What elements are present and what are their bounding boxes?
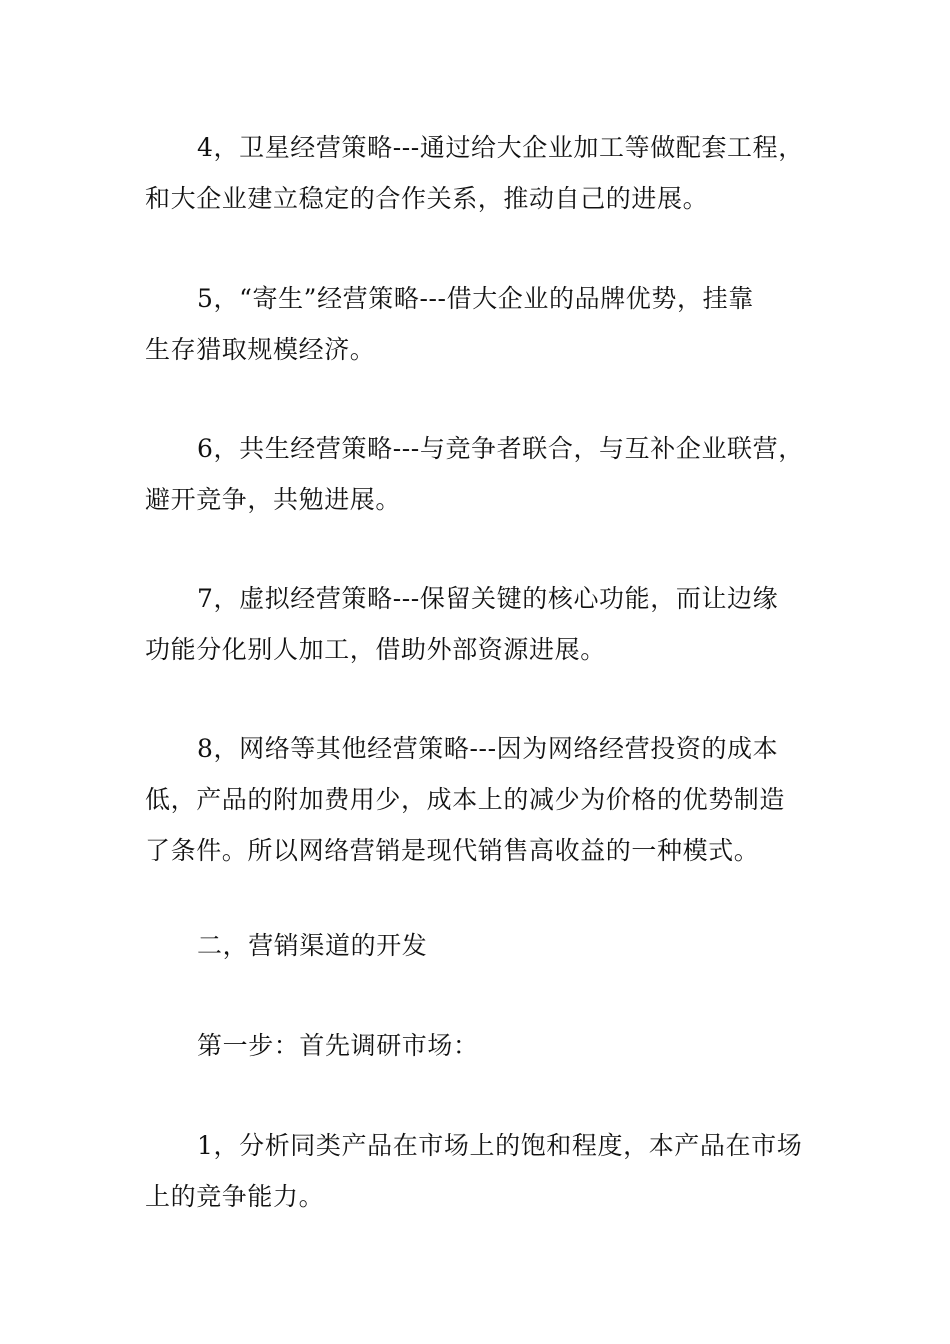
text-line: 6，共生经营策略---与竞争者联合，与互补企业联营， (197, 434, 804, 463)
paragraph-satellite-strategy (145, 122, 815, 224)
text-line: 功能分化别人加工，借助外部资源进展。 (145, 635, 606, 664)
text-line: 7，虚拟经营策略---保留关键的核心功能，而让边缘 (197, 584, 779, 613)
text-line: 低，产品的附加费用少，成本上的减少为价格的优势制造 (145, 785, 786, 814)
text-line: 4，卫星经营策略---通过给大企业加工等做配套工程， (197, 133, 804, 162)
text-line: 第一步：首先调研市场： (197, 1031, 479, 1060)
text-line: 1，分析同类产品在市场上的饱和程度，本产品在市场 (197, 1131, 803, 1160)
text-line: 和大企业建立稳定的合作关系，推动自己的进展。 (145, 184, 709, 213)
paragraph-market-saturation (145, 1120, 815, 1222)
text-line: 二，营销渠道的开发 (197, 931, 428, 960)
text-line: 了条件。所以网络营销是现代销售高收益的一种模式。 (145, 836, 760, 865)
step-heading-market-research (145, 1020, 815, 1071)
paragraph-symbiotic-strategy (145, 423, 815, 525)
paragraph-virtual-strategy (145, 573, 815, 675)
text-line: 避开竞争，共勉进展。 (145, 485, 402, 514)
text-line: 上的竞争能力。 (145, 1182, 325, 1211)
paragraph-parasitic-strategy (145, 273, 815, 375)
section-heading-channel-development (145, 920, 815, 971)
text-line: 生存猎取规模经济。 (145, 335, 376, 364)
text-line: 5，“寄生”经营策略---借大企业的品牌优势，挂靠 (197, 284, 754, 313)
paragraph-network-strategy (145, 723, 815, 876)
text-line: 8，网络等其他经营策略---因为网络经营投资的成本 (197, 734, 779, 763)
